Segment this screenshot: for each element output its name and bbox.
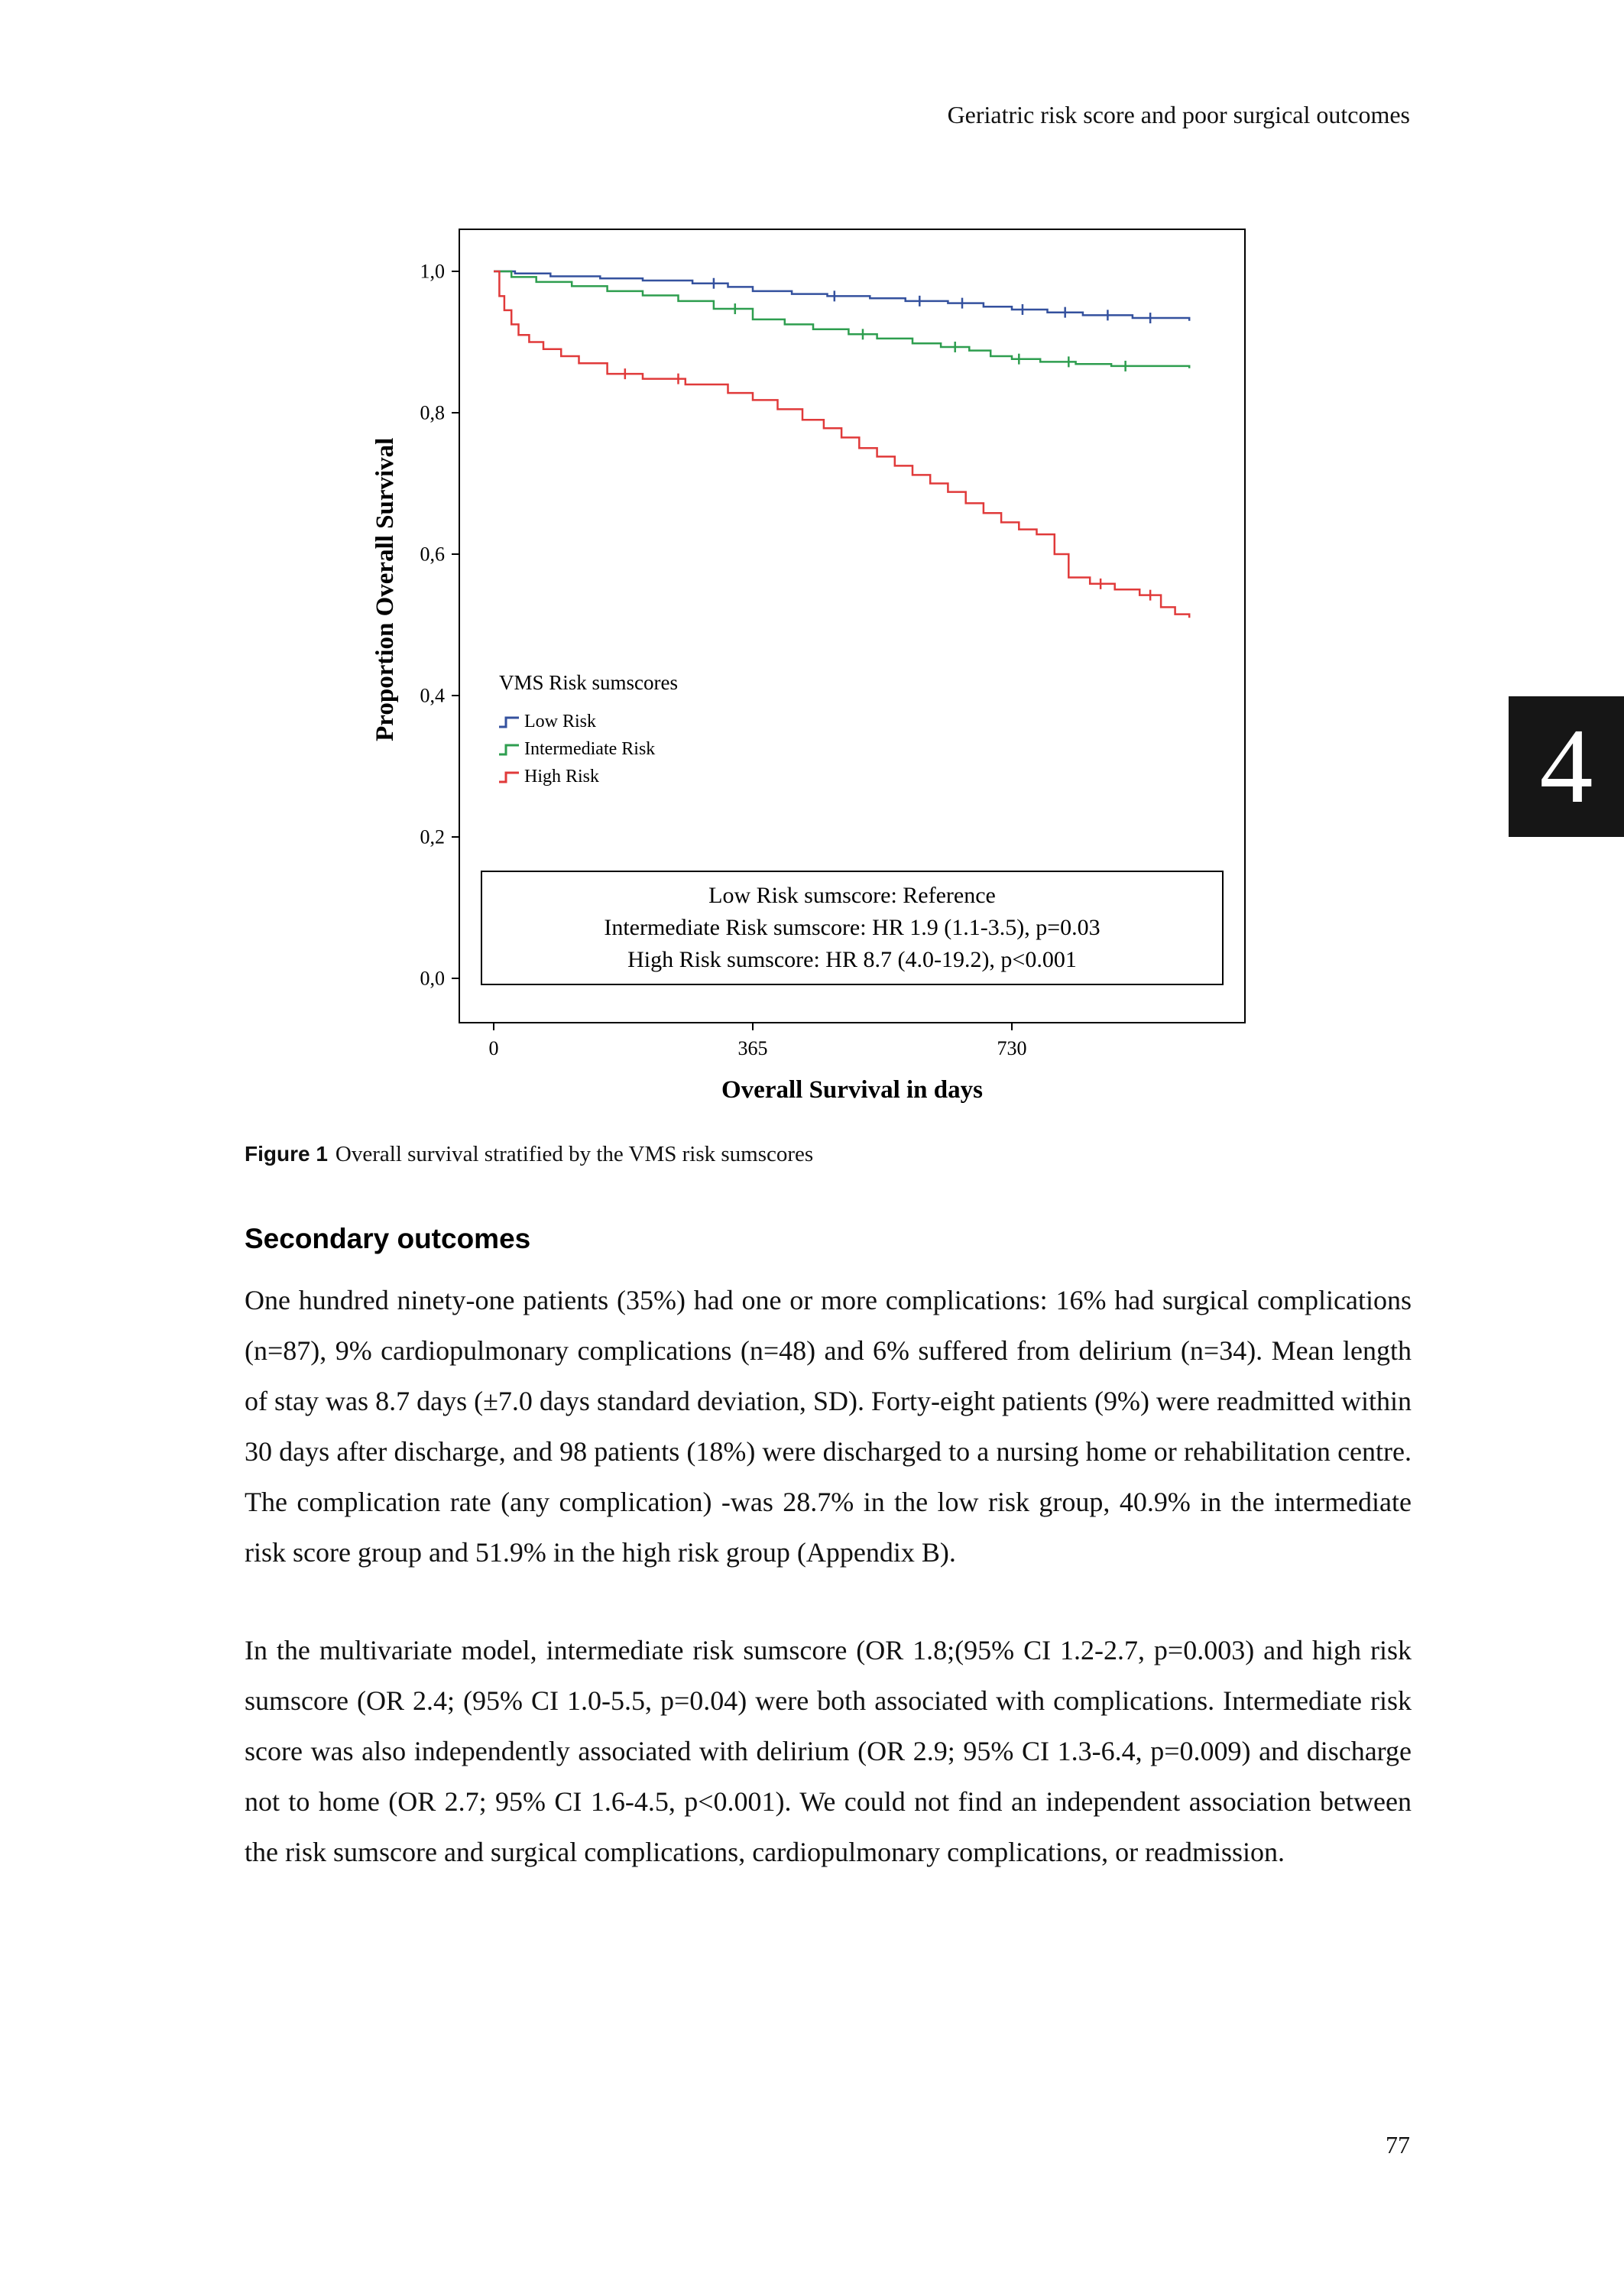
chapter-tab [1509, 696, 1624, 837]
y-tick-label: 1,0 [420, 260, 445, 283]
legend-symbol-intermediate-risk [499, 745, 519, 754]
running-head: Geriatric risk score and poor surgical outcomes [947, 101, 1410, 128]
hr-annotation-line: Intermediate Risk sumscore: HR 1.9 (1.1-3.5), p=0.03 [604, 915, 1100, 940]
km-survival-chart [367, 183, 1399, 1146]
page-number: 77 [1386, 2131, 1410, 2158]
legend-title: VMS Risk sumscores [499, 671, 679, 694]
section-heading: Secondary outcomes [245, 1223, 531, 1254]
paragraph-multivariate-model: In the multivariate model, intermediate risk sumscore (OR 1.8;(95% CI 1.2-2.7, p=0.003) and high risk sumscore (OR 2.4; (95% CI 1.0-5.5, p=0.04) were both associated with complications. Intermediate risk score was also independently associated with delirium (OR 2.9; 95% CI 1.3-6.4, p=0.009) and discharge not to home (OR 2.7; 95% CI 1.6-4.5, p<0.001). We could not find an independent association between the risk sumscore and surgical complications, cardiopulmonary complications, or readmission. [245, 1635, 1412, 1867]
paragraph-secondary-outcomes: One hundred ninety-one patients (35%) had one or more complications: 16% had surgical complications (n=87), 9% cardiopulmonary complications (n=48) and 6% suffered from delirium (n=34). Mean length of stay was 8.7 days (±7.0 days standard deviation, SD). Forty-eight patients (9%) were readmitted within 30 days after discharge, and 98 patients (18%) were discharged to a nursing home or rehabilitation centre. The complication rate (any complication) -was 28.7% in the low risk group, 40.9% in the intermediate risk score group and 51.9% in the high risk group (Appendix B). [245, 1285, 1412, 1568]
chapter-number: 4 [1539, 707, 1593, 825]
x-axis-label: Overall Survival in days [721, 1076, 983, 1104]
figure-survival-chart [367, 183, 1399, 1146]
figure-caption-label: Figure 1 [245, 1142, 328, 1166]
km-curve-low-risk [494, 271, 1189, 321]
hr-annotation-line: Low Risk sumscore: Reference [708, 883, 996, 908]
legend-label: Low Risk [524, 712, 597, 731]
legend-symbol-low-risk [499, 718, 519, 727]
figure-caption [245, 1142, 1410, 1167]
km-curve-high-risk [494, 271, 1189, 618]
y-tick-label: 0,8 [420, 401, 445, 424]
km-curve-intermediate-risk [494, 271, 1189, 368]
y-axis-label: Proportion Overall Survival [371, 437, 399, 741]
x-tick-label: 730 [997, 1037, 1027, 1059]
legend-symbol-high-risk [499, 773, 519, 782]
y-tick-label: 0,4 [420, 684, 445, 707]
body-text [245, 1275, 1412, 1925]
legend-label: High Risk [524, 767, 600, 786]
y-tick-label: 0,2 [420, 825, 445, 848]
y-tick-label: 0,0 [420, 967, 445, 990]
hr-annotation-line: High Risk sumscore: HR 8.7 (4.0-19.2), p<0.001 [627, 947, 1077, 972]
legend-label: Intermediate Risk [524, 739, 656, 759]
figure-caption-text: Overall survival stratified by the VMS risk sumscores [335, 1142, 814, 1166]
y-tick-label: 0,6 [420, 543, 445, 566]
x-tick-label: 365 [737, 1037, 768, 1059]
x-tick-label: 0 [488, 1037, 499, 1059]
